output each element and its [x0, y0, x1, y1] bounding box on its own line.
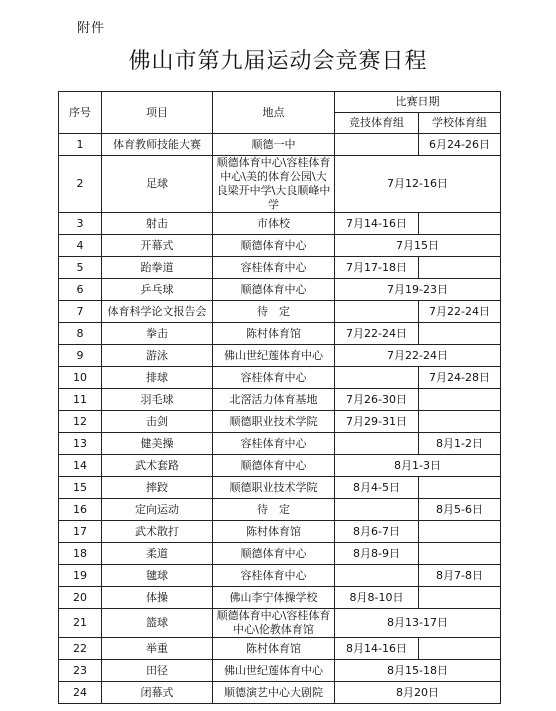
header-no: 序号	[59, 92, 102, 134]
row-item: 体育科学论文报告会	[102, 301, 213, 323]
table-row	[59, 543, 501, 565]
row-school-empty	[419, 411, 501, 433]
row-no: 2	[59, 156, 102, 213]
row-competitive-empty	[335, 367, 419, 389]
row-place: 顺德体育中心\容桂体育中心\美的体育公园\大良梁开中学\大良顺峰中学	[213, 156, 335, 213]
row-date: 8月5-6日	[419, 499, 501, 521]
document-title: 佛山市第九届运动会竞赛日程	[128, 49, 428, 74]
row-date: 8月8-9日	[335, 543, 419, 565]
row-place: 容桂体育中心	[213, 367, 335, 389]
row-no: 8	[59, 323, 102, 345]
row-no: 17	[59, 521, 102, 543]
row-no: 14	[59, 455, 102, 477]
table-row	[59, 134, 501, 156]
row-no: 18	[59, 543, 102, 565]
table-row	[59, 638, 501, 660]
table-row	[59, 345, 501, 367]
row-no: 1	[59, 134, 102, 156]
table-row	[59, 587, 501, 609]
row-no: 13	[59, 433, 102, 455]
table-row	[59, 411, 501, 433]
table-row	[59, 213, 501, 235]
row-date: 7月29-31日	[335, 411, 419, 433]
row-place: 待 定	[213, 301, 335, 323]
row-item: 乒乓球	[102, 279, 213, 301]
row-date: 7月19-23日	[335, 279, 501, 301]
row-competitive-empty	[335, 433, 419, 455]
row-no: 11	[59, 389, 102, 411]
row-item: 跆拳道	[102, 257, 213, 279]
row-no: 24	[59, 682, 102, 704]
row-competitive-empty	[335, 301, 419, 323]
row-place: 顺德职业技术学院	[213, 477, 335, 499]
table-row	[59, 565, 501, 587]
row-school-empty	[419, 638, 501, 660]
row-date: 7月22-24日	[335, 323, 419, 345]
row-item: 排球	[102, 367, 213, 389]
row-no: 15	[59, 477, 102, 499]
row-no: 6	[59, 279, 102, 301]
table-row	[59, 477, 501, 499]
row-item: 游泳	[102, 345, 213, 367]
row-date: 7月22-24日	[419, 301, 501, 323]
row-place: 佛山李宁体操学校	[213, 587, 335, 609]
row-no: 9	[59, 345, 102, 367]
table-row	[59, 279, 501, 301]
row-school-empty	[419, 477, 501, 499]
row-item: 羽毛球	[102, 389, 213, 411]
row-competitive-empty	[335, 499, 419, 521]
row-item: 摔跤	[102, 477, 213, 499]
row-no: 23	[59, 660, 102, 682]
row-date: 7月12-16日	[335, 156, 501, 213]
header-item: 项目	[102, 92, 213, 134]
row-date: 8月7-8日	[419, 565, 501, 587]
row-place: 陈村体育馆	[213, 638, 335, 660]
row-date: 8月1-3日	[335, 455, 501, 477]
row-date: 8月4-5日	[335, 477, 419, 499]
row-place: 陈村体育馆	[213, 323, 335, 345]
header-competitive: 竞技体育组	[335, 113, 419, 134]
row-place: 佛山世纪莲体育中心	[213, 660, 335, 682]
table-row	[59, 609, 501, 638]
row-place: 顺德体育中心	[213, 543, 335, 565]
row-date: 7月22-24日	[335, 345, 501, 367]
row-item: 举重	[102, 638, 213, 660]
row-school-empty	[419, 389, 501, 411]
table-row	[59, 499, 501, 521]
row-item: 武术散打	[102, 521, 213, 543]
header-date: 比赛日期	[335, 92, 501, 113]
row-item: 足球	[102, 156, 213, 213]
table-row	[59, 682, 501, 704]
header-row-1	[59, 92, 501, 113]
row-item: 体育教师技能大赛	[102, 134, 213, 156]
row-date: 8月13-17日	[335, 609, 501, 638]
row-item: 射击	[102, 213, 213, 235]
table-row	[59, 433, 501, 455]
row-date: 8月8-10日	[335, 587, 419, 609]
row-place: 待 定	[213, 499, 335, 521]
row-school-empty	[419, 213, 501, 235]
table-row	[59, 521, 501, 543]
row-date: 8月6-7日	[335, 521, 419, 543]
row-place: 顺德一中	[213, 134, 335, 156]
row-place: 顺德职业技术学院	[213, 411, 335, 433]
row-date: 8月1-2日	[419, 433, 501, 455]
row-item: 篮球	[102, 609, 213, 638]
row-place: 容桂体育中心	[213, 433, 335, 455]
row-place: 顺德体育中心\容桂体育中心\伦教体育馆	[213, 609, 335, 638]
row-item: 毽球	[102, 565, 213, 587]
row-no: 21	[59, 609, 102, 638]
row-place: 顺德体育中心	[213, 235, 335, 257]
row-school-empty	[419, 587, 501, 609]
row-place: 容桂体育中心	[213, 565, 335, 587]
row-school-empty	[419, 543, 501, 565]
row-date: 6月24-26日	[419, 134, 501, 156]
row-place: 顺德体育中心	[213, 455, 335, 477]
row-item: 柔道	[102, 543, 213, 565]
row-no: 7	[59, 301, 102, 323]
table-row	[59, 156, 501, 213]
row-place: 顺德演艺中心大剧院	[213, 682, 335, 704]
row-place: 容桂体育中心	[213, 257, 335, 279]
table-row	[59, 235, 501, 257]
row-date: 7月24-28日	[419, 367, 501, 389]
row-item: 武术套路	[102, 455, 213, 477]
row-date: 7月15日	[335, 235, 501, 257]
row-date: 8月14-16日	[335, 638, 419, 660]
row-competitive-empty	[335, 565, 419, 587]
row-place: 市体校	[213, 213, 335, 235]
row-item: 开幕式	[102, 235, 213, 257]
table-row	[59, 257, 501, 279]
row-school-empty	[419, 257, 501, 279]
row-place: 佛山世纪莲体育中心	[213, 345, 335, 367]
row-no: 22	[59, 638, 102, 660]
row-no: 19	[59, 565, 102, 587]
attachment-label: 附件	[77, 21, 106, 36]
row-item: 击剑	[102, 411, 213, 433]
row-item: 田径	[102, 660, 213, 682]
header-school: 学校体育组	[419, 113, 501, 134]
table-row	[59, 367, 501, 389]
row-no: 5	[59, 257, 102, 279]
row-school-empty	[419, 521, 501, 543]
row-place: 顺德体育中心	[213, 279, 335, 301]
table-row	[59, 455, 501, 477]
row-date: 7月14-16日	[335, 213, 419, 235]
row-school-empty	[419, 323, 501, 345]
row-no: 10	[59, 367, 102, 389]
row-item: 闭幕式	[102, 682, 213, 704]
table-row	[59, 389, 501, 411]
row-no: 20	[59, 587, 102, 609]
table-row	[59, 301, 501, 323]
row-no: 4	[59, 235, 102, 257]
row-place: 北滘活力体育基地	[213, 389, 335, 411]
row-item: 定向运动	[102, 499, 213, 521]
row-place: 陈村体育馆	[213, 521, 335, 543]
row-item: 体操	[102, 587, 213, 609]
row-competitive-empty	[335, 134, 419, 156]
schedule-table	[58, 91, 501, 704]
table-row	[59, 660, 501, 682]
row-date: 8月15-18日	[335, 660, 501, 682]
row-date: 7月17-18日	[335, 257, 419, 279]
row-item: 健美操	[102, 433, 213, 455]
row-date: 7月26-30日	[335, 389, 419, 411]
row-item: 拳击	[102, 323, 213, 345]
row-no: 16	[59, 499, 102, 521]
row-date: 8月20日	[335, 682, 501, 704]
header-place: 地点	[213, 92, 335, 134]
row-no: 3	[59, 213, 102, 235]
table-row	[59, 323, 501, 345]
row-no: 12	[59, 411, 102, 433]
